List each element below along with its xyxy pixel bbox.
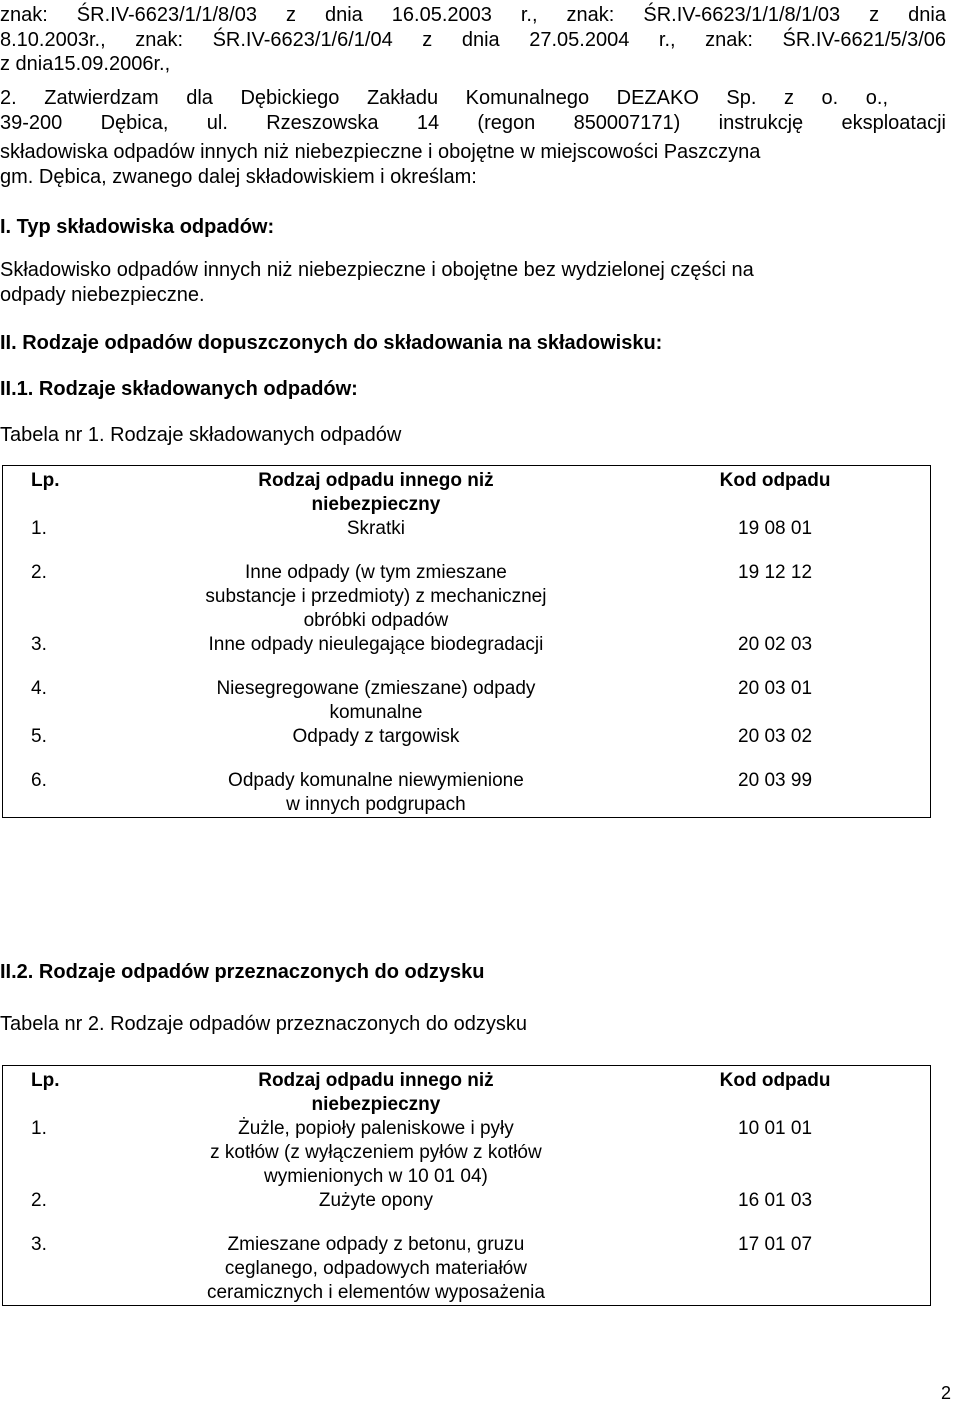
waste-type-cell: Zużyte opony [318, 1190, 433, 1211]
intro-line-1: znak: ŚR.IV-6623/1/1/8/03 z dnia 16.05.2003 r., znak: ŚR.IV-6623/1/1/8/1/03 z dnia [0, 4, 946, 26]
section-1-heading: I. Typ składowiska odpadów: [0, 216, 275, 238]
table-row [3, 1189, 931, 1233]
section-2-heading: II. Rodzaje odpadów dopuszczonych do składowania na składowisku: [0, 332, 663, 354]
waste-type-cell: Inne odpady nieulegające biodegradacji [208, 634, 544, 655]
lp-cell: 4. [31, 678, 47, 699]
table-row [3, 769, 931, 818]
table-row [3, 517, 931, 561]
page-number: 2 [940, 1383, 951, 1403]
intro-line-2: 8.10.2003r., znak: ŚR.IV-6623/1/6/1/04 z dnia 27.05.2004 r., znak: ŚR.IV-6621/5/3/06 [0, 29, 946, 51]
section-1-text-line-2: odpady niebezpieczne. [0, 284, 205, 306]
intro-line-4: 2. Zatwierdzam dla Dębickiego Zakładu Komunalnego DEZAKO Sp. z o. o., [0, 87, 888, 109]
table-1-caption: Tabela nr 1. Rodzaje składowanych odpadów [0, 424, 402, 446]
table-header-lp-cell: Lp. [31, 470, 60, 491]
subsection-2-heading: II.2. Rodzaje odpadów przeznaczonych do odzysku [0, 961, 485, 983]
lp-cell: 3. [31, 634, 47, 655]
waste-code-cell: 10 01 01 [738, 1118, 813, 1139]
lp-cell: 2. [31, 562, 47, 583]
waste-type-cell: Żużle, popioły paleniskowe i pyły z kotłów (z wyłączeniem pyłów z kotłów wymienionych w 10 01 04) [210, 1118, 542, 1187]
table-row [3, 677, 931, 725]
lp-cell: 1. [31, 1118, 47, 1139]
table-header-lp-cell: Lp. [31, 1070, 60, 1091]
lp-cell: 2. [31, 1190, 47, 1211]
table-header-waste-type-cell: Rodzaj odpadu innego niż niebezpieczny [258, 470, 494, 515]
table-2 [2, 1065, 931, 1306]
waste-type-cell: Niesegregowane (zmieszane) odpady komunalne [216, 678, 536, 723]
table-2-caption: Tabela nr 2. Rodzaje odpadów przeznaczonych do odzysku [0, 1013, 527, 1035]
waste-code-cell: 20 03 01 [738, 678, 813, 699]
table-header-row [3, 1066, 931, 1118]
lp-cell: 1. [31, 518, 47, 539]
table-row [3, 561, 931, 633]
intro-line-5: 39-200 Dębica, ul. Rzeszowska 14 (regon 850007171) instrukcję eksploatacji [0, 112, 946, 134]
table-row [3, 1233, 931, 1306]
table-header-waste-code-cell: Kod odpadu [719, 1070, 831, 1091]
waste-type-cell: Odpady z targowisk [292, 726, 460, 747]
waste-code-cell: 17 01 07 [738, 1234, 813, 1255]
waste-type-cell: Odpady komunalne niewymienione w innych podgrupach [228, 770, 524, 815]
table-header-row [3, 466, 931, 518]
table-header-waste-type-cell: Rodzaj odpadu innego niż niebezpieczny [258, 1070, 494, 1115]
waste-type-cell: Zmieszane odpady z betonu, gruzu ceglanego, odpadowych materiałów ceramicznych i elementów wyposażenia [206, 1234, 545, 1303]
subsection-1-heading: II.1. Rodzaje składowanych odpadów: [0, 378, 358, 400]
waste-code-cell: 19 12 12 [738, 562, 813, 583]
table-row [3, 633, 931, 677]
intro-line-7: gm. Dębica, zwanego dalej składowiskiem i określam: [0, 166, 477, 188]
waste-code-cell: 19 08 01 [738, 518, 813, 539]
section-1-text-line-1: Składowisko odpadów innych niż niebezpieczne i obojętne bez wydzielonej części na [0, 259, 754, 281]
intro-line-3: z dnia15.09.2006r., [0, 53, 171, 75]
lp-cell: 3. [31, 1234, 47, 1255]
waste-code-cell: 20 03 02 [738, 726, 813, 747]
table-1 [2, 465, 931, 818]
waste-code-cell: 16 01 03 [738, 1190, 813, 1211]
lp-cell: 5. [31, 726, 47, 747]
waste-type-cell: Inne odpady (w tym zmieszane substancje i przedmioty) z mechanicznej obróbki odpadów [205, 562, 547, 631]
waste-code-cell: 20 02 03 [738, 634, 813, 655]
waste-code-cell: 20 03 99 [738, 770, 813, 791]
table-row [3, 725, 931, 769]
intro-line-6: składowiska odpadów innych niż niebezpieczne i obojętne w miejscowości Paszczyna [0, 141, 761, 163]
table-row [3, 1117, 931, 1189]
waste-type-cell: Skratki [346, 518, 405, 539]
table-header-waste-code-cell: Kod odpadu [719, 470, 831, 491]
lp-cell: 6. [31, 770, 47, 791]
